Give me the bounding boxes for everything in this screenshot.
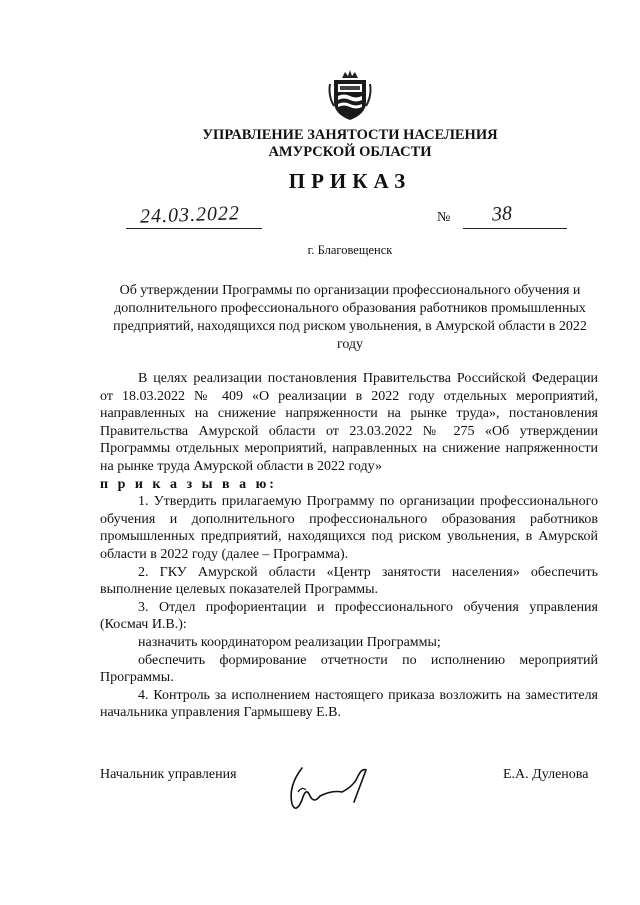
item-3a: назначить координатором реализации Программы; [138, 634, 441, 650]
item-3b: обеспечить формирование отчетности по исполнению мероприятий Программы. [100, 652, 598, 686]
city: г. Благовещенск [307, 243, 393, 257]
item-3: 3. Отдел профориентации и профессионального обучения управления (Космач И.В.): [100, 599, 598, 633]
document-type-title: ПРИКАЗ [288, 169, 412, 193]
handwritten-date: 24.03.2022 [139, 202, 241, 228]
signatory-position: Начальник управления [100, 767, 237, 782]
order-body [100, 370, 598, 722]
item-1: 1. Утвердить прилагаемую Программу по организации профессионального обучения и дополнительного профессионального образования работников промышленных предприятий, находящихся под риском увольнения, в Амурской области в 2022 году (далее – Программа). [100, 494, 598, 562]
number-underline [463, 228, 567, 229]
handwritten-number: 38 [491, 202, 513, 226]
handwritten-signature [280, 756, 390, 816]
signatory-name: Е.А. Дуленова [503, 767, 589, 782]
organization-name-line1: УПРАВЛЕНИЕ ЗАНЯТОСТИ НАСЕЛЕНИЯ [202, 127, 498, 143]
organization-name-line2: АМУРСКОЙ ОБЛАСТИ [268, 144, 432, 160]
item-2: 2. ГКУ Амурской области «Центр занятости населения» обеспечить выполнение целевых показателей Программы. [100, 564, 598, 598]
date-underline [126, 228, 262, 229]
coat-of-arms-emblem [328, 66, 372, 122]
preamble-paragraph: В целях реализации постановления Правительства Российской Федерации от 18.03.2022 № 409 «О реализации в 2022 году отдельных мероприятий, направленных на снижение напряженности на рынке труда», постановления Правительства Амурской области от 23.03.2022 № 275 «Об утверждении Программы отдельных мероприятий, направленных на снижение напряженности на рынке труда Амурской области в 2022 году» [100, 371, 598, 474]
order-word-paragraph [100, 476, 598, 494]
item-4: 4. Контроль за исполнением настоящего приказа возложить на заместителя начальника управления Гармышеву Е.В. [100, 687, 598, 721]
order-subject: Об утверждении Программы по организации профессионального обучения и дополнительного профессионального образования работников промышленных предприятий, находящихся под риском увольнения, в Амурской области в 2022 году [113, 283, 587, 352]
order-word: п р и к а з ы в а ю: [100, 476, 277, 492]
number-sign: № [437, 210, 451, 225]
